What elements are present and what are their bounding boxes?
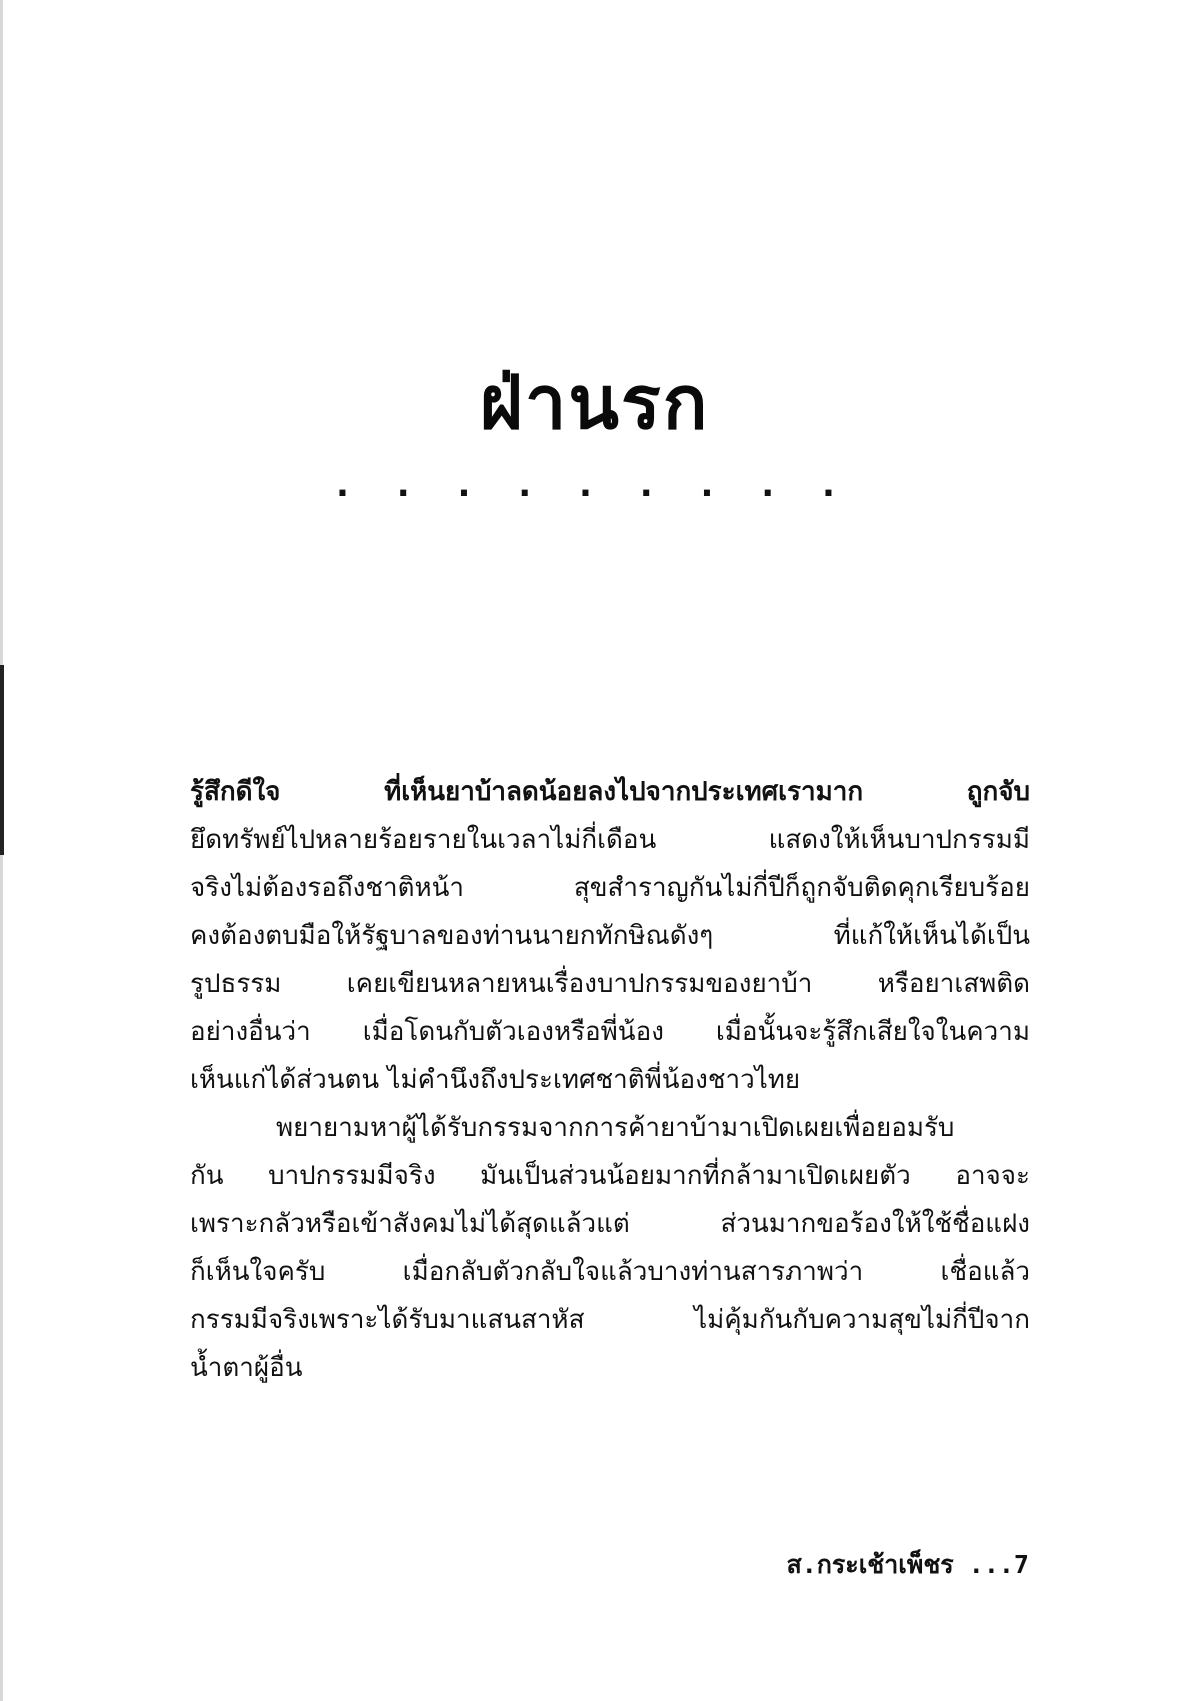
body-line: รู้สึกดีใจ ที่เห็นยาบ้าลดน้อยลงไปจากประเทศเรามาก ถูกจับ xyxy=(190,777,1030,807)
body-line: จริงไม่ต้องรอถึงชาติหน้า สุขสำราญกันไม่กี่ปีก็ถูกจับติดคุกเรียบร้อย xyxy=(190,873,1030,903)
body-line: พยายามหาผู้ได้รับกรรมจากการค้ายาบ้ามาเปิดเผยเพื่อยอมรับ xyxy=(276,1113,955,1143)
body-line: รูปธรรม เคยเขียนหลายหนเรื่องบาปกรรมของยาบ้า หรือยาเสพติด xyxy=(190,969,1030,999)
body-line: เห็นแก่ได้ส่วนตน ไม่คำนึงถึงประเทศชาติพี่น้องชาวไทย xyxy=(190,1065,801,1095)
body-line: ยึดทรัพย์ไปหลายร้อยรายในเวลาไม่กี่เดือน แสดงให้เห็นบาปกรรมมี xyxy=(190,825,1030,855)
body-line: เพราะกลัวหรือเข้าสังคมไม่ได้สุดแล้วแต่ ส่วนมากขอร้องให้ใช้ชื่อแฝง xyxy=(190,1209,1030,1239)
chapter-body xyxy=(190,768,1030,1392)
footer-author: ส.กระเช้าเพ็ชร xyxy=(786,1550,954,1579)
body-line: ก็เห็นใจครับ เมื่อกลับตัวกลับใจแล้วบางท่านสารภาพว่า เชื่อแล้ว xyxy=(190,1257,1030,1287)
body-line: คงต้องตบมือให้รัฐบาลของท่านนายกทักษิณดังๆ ที่แก้ให้เห็นได้เป็น xyxy=(190,921,1030,951)
chapter-title: ฝ่านรก xyxy=(479,360,710,446)
page-number: ...7 xyxy=(968,1550,1029,1579)
scan-edge-shadow xyxy=(0,665,4,855)
body-line: กัน บาปกรรมมีจริง มันเป็นส่วนน้อยมากที่กล้ามาเปิดเผยตัว อาจจะ xyxy=(190,1161,1030,1191)
title-separator: . . . . . . . . . xyxy=(336,465,853,505)
body-line: อย่างอื่นว่า เมื่อโดนกับตัวเองหรือพี่น้อง เมื่อนั้นจะรู้สึกเสียใจในความ xyxy=(190,1017,1030,1047)
page-footer xyxy=(786,1548,1029,1582)
body-line: น้ำตาผู้อื่น xyxy=(190,1353,303,1383)
body-line: กรรมมีจริงเพราะได้รับมาแสนสาหัส ไม่คุ้มกันกับความสุขไม่กี่ปีจาก xyxy=(190,1305,1030,1335)
